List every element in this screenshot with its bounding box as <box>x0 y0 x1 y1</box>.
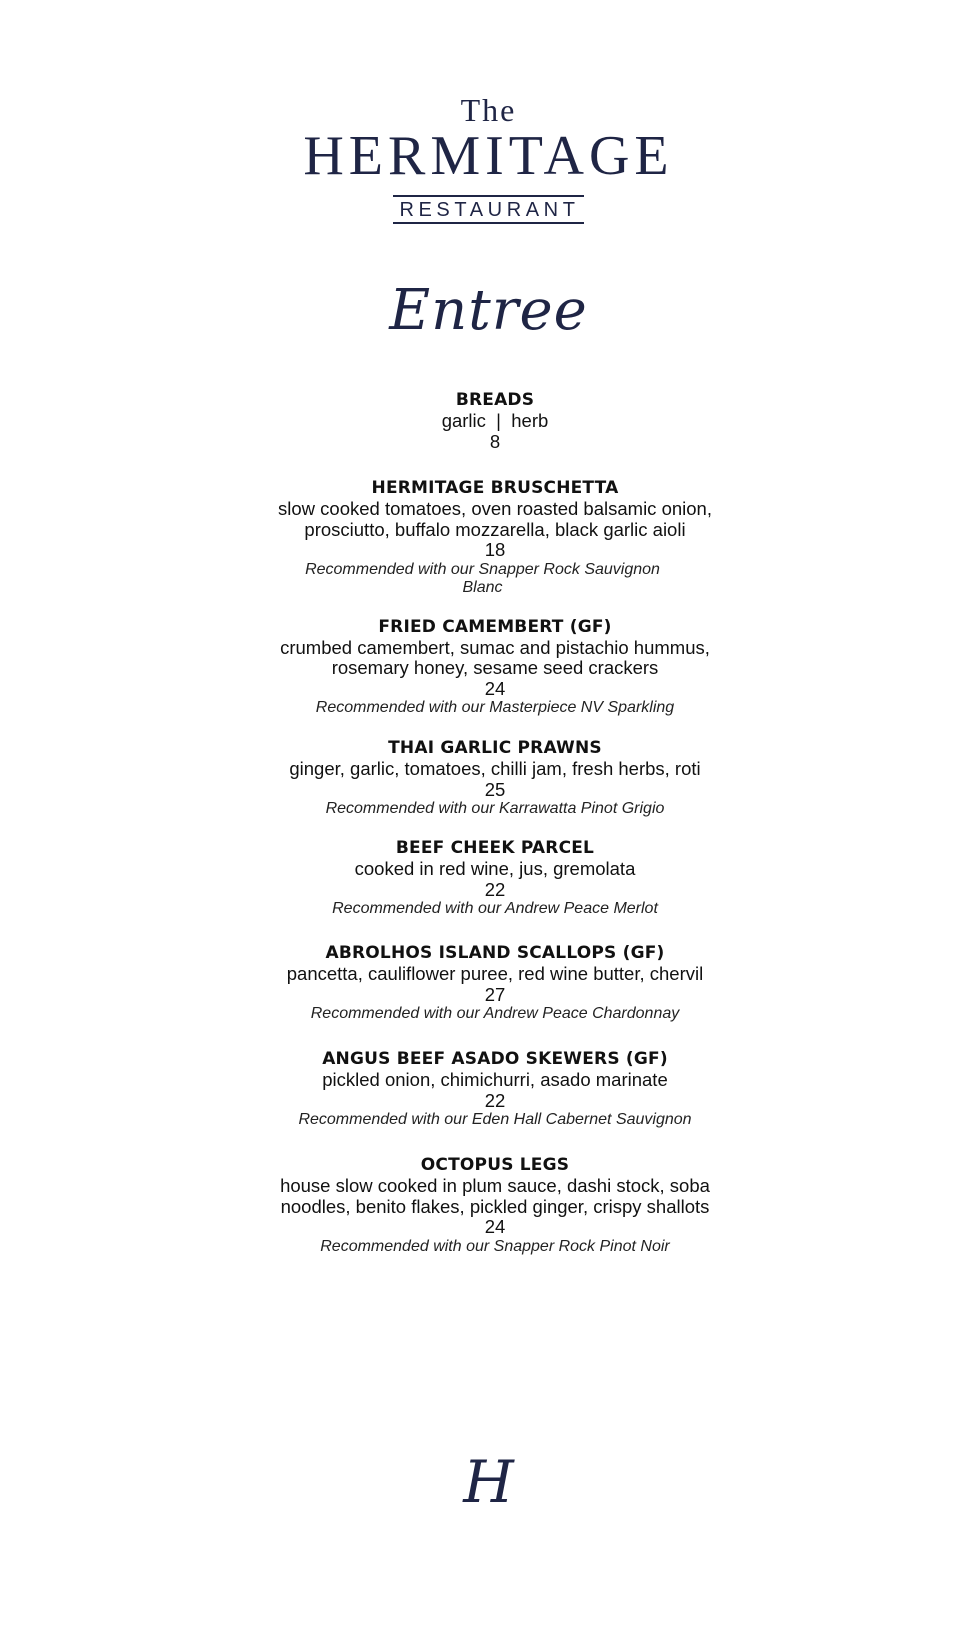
item-price: 18 <box>484 539 506 560</box>
item-recommendation: Recommended with our Andrew Peace Chardonnay <box>310 1005 680 1022</box>
menu-list <box>250 390 740 1256</box>
menu-item <box>250 838 740 918</box>
item-description: pickled onion, chimichurri, asado marinate <box>322 1069 668 1090</box>
item-description: crumbed camembert, sumac and pistachio hummus, rosemary honey, sesame seed crackers <box>280 636 710 678</box>
item-description: garlic | herb <box>441 410 549 431</box>
logo-name: HERMITAGE <box>303 125 674 187</box>
menu-item <box>250 943 740 1023</box>
monogram-logo: H <box>463 1448 514 1516</box>
item-description: cooked in red wine, jus, gremolata <box>354 858 636 879</box>
section-title: Entree <box>389 278 588 343</box>
logo-the: The <box>460 92 517 128</box>
item-recommendation: Recommended with our Andrew Peace Merlot <box>332 900 658 917</box>
item-price: 24 <box>484 677 506 699</box>
item-recommendation: Recommended with our Snapper Rock Sauvignon Blanc <box>305 560 660 596</box>
item-description: house slow cooked in plum sauce, dashi stock, soba noodles, benito flakes, pickled ginger, crispy shallots <box>280 1175 710 1217</box>
item-name: BEEF CHEEK PARCEL <box>395 838 595 858</box>
menu-item <box>250 738 740 818</box>
item-name: BREADS <box>455 390 535 410</box>
item-recommendation: Recommended with our Karrawatta Pinot Grigio <box>325 800 665 817</box>
item-recommendation: Recommended with our Snapper Rock Pinot Noir <box>320 1237 670 1255</box>
item-name: THAI GARLIC PRAWNS <box>388 738 602 758</box>
item-price: 25 <box>484 778 506 800</box>
logo-subtitle: RESTAURANT <box>393 195 583 224</box>
menu-item <box>250 617 740 718</box>
item-description: pancetta, cauliflower puree, red wine butter, chervil <box>286 963 704 984</box>
item-name: ABROLHOS ISLAND SCALLOPS (GF) <box>325 943 665 963</box>
menu-item <box>250 390 740 452</box>
item-name: ANGUS BEEF ASADO SKEWERS (GF) <box>322 1049 668 1069</box>
item-name: FRIED CAMEMBERT (GF) <box>378 616 612 637</box>
logo-sub-wrap <box>0 195 977 224</box>
menu-item <box>250 1049 740 1129</box>
item-description: slow cooked tomatoes, oven roasted balsamic onion, prosciutto, buffalo mozzarella, black garlic aioli <box>278 498 712 540</box>
item-description: ginger, garlic, tomatoes, chilli jam, fresh herbs, roti <box>289 758 701 779</box>
menu-item <box>250 478 740 597</box>
item-price: 22 <box>484 878 506 900</box>
item-price: 27 <box>484 983 506 1005</box>
item-name: OCTOPUS LEGS <box>420 1155 570 1175</box>
item-price: 22 <box>484 1089 506 1111</box>
item-price: 24 <box>484 1216 506 1237</box>
item-name: HERMITAGE BRUSCHETTA <box>371 478 619 498</box>
item-recommendation: Recommended with our Eden Hall Cabernet Sauvignon <box>298 1111 692 1128</box>
item-price: 8 <box>489 430 501 452</box>
menu-item <box>250 1155 740 1256</box>
item-recommendation: Recommended with our Masterpiece NV Sparkling <box>315 699 675 716</box>
